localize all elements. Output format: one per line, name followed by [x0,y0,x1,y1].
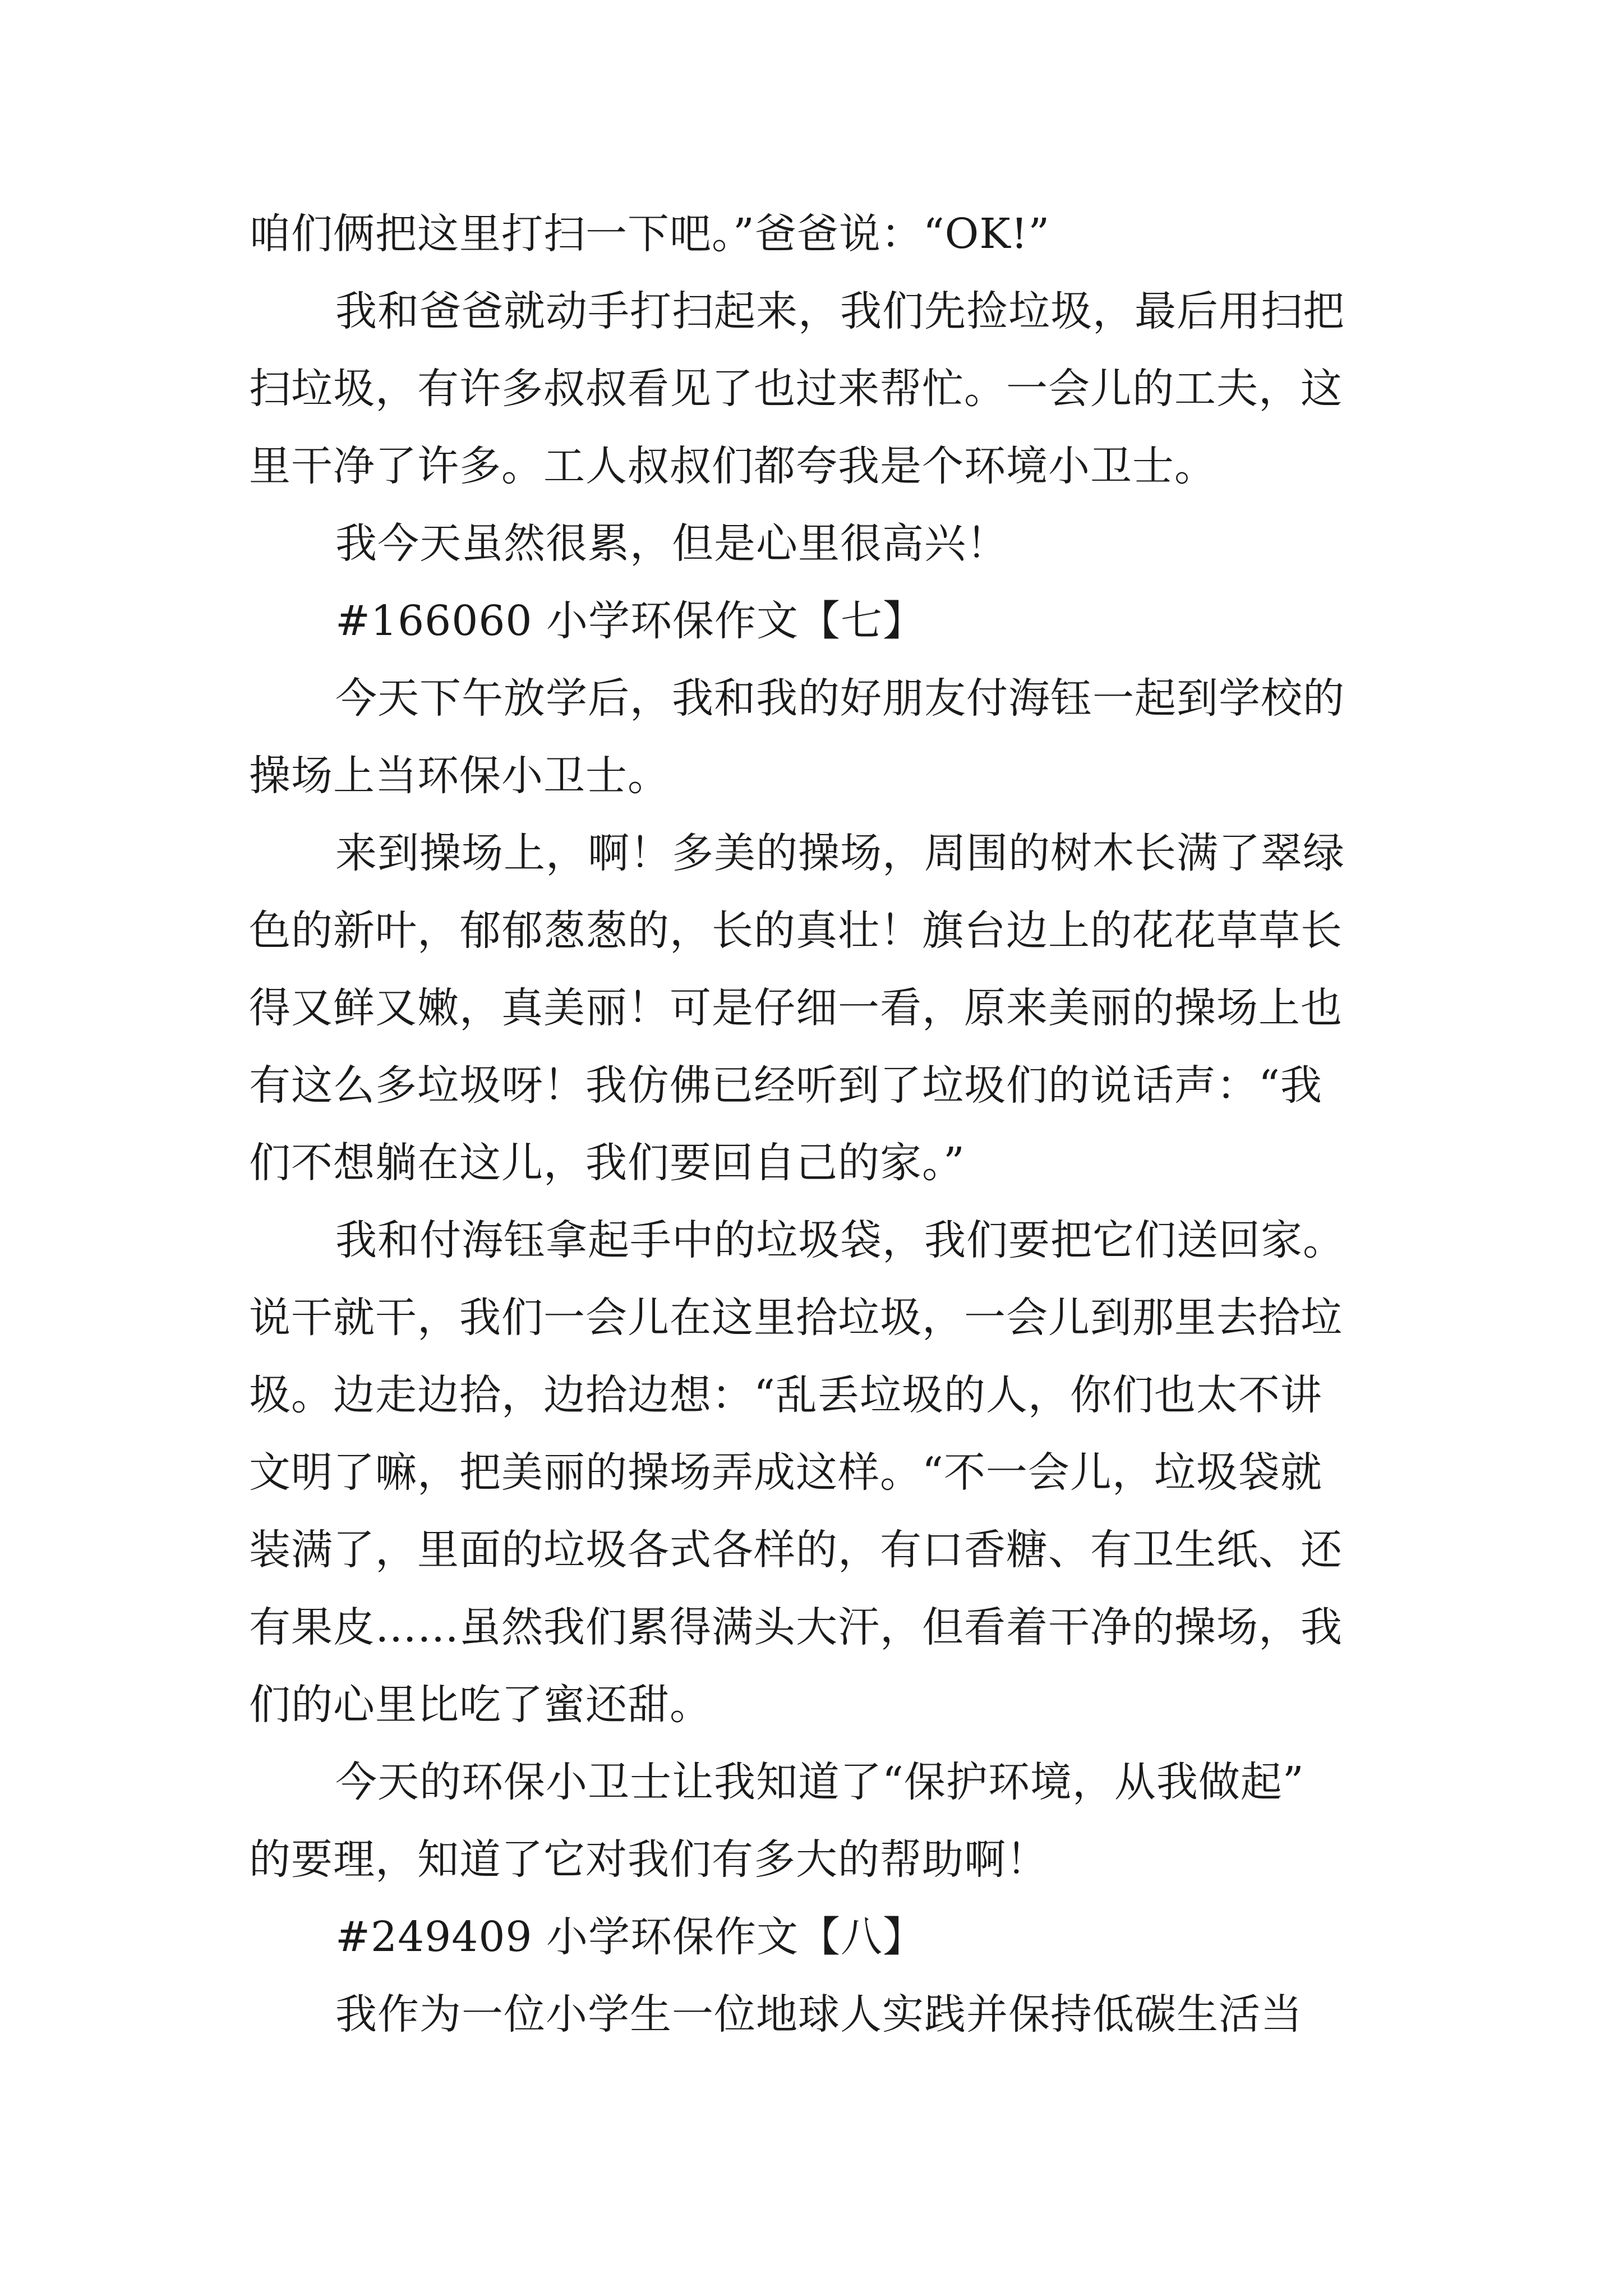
paragraph-start: 我作为一位小学生一位地球人实践并保持低碳生活当 [335,1990,1303,2039]
text-line: 们的心里比吃了蜜还甜。 [249,1681,712,1729]
paragraph-start: 来到操场上，啊！多美的操场，周围的树木长满了翠绿 [335,829,1345,877]
paragraph-start: 今天下午放学后，我和我的好朋友付海钰一起到学校的 [335,674,1345,723]
paragraph-start: 我和付海钰拿起手中的垃圾袋，我们要把它们送回家。 [335,1216,1345,1264]
text-line: 有果皮……虽然我们累得满头大汗，但看着干净的操场，我 [249,1603,1343,1651]
section-heading: #166060 小学环保作文【七】 [335,597,925,645]
text-line: 操场上当环保小卫士。 [249,752,670,800]
paragraph-start: 今天的环保小卫士让我知道了“保护环境，从我做起” [335,1758,1304,1806]
section-heading: #249409 小学环保作文【八】 [335,1913,925,1961]
text-line: 文明了嘛，把美丽的操场弄成这样。“不一会儿，垃圾袋就 [249,1448,1322,1497]
text-line: 有这么多垃圾呀！我仿佛已经听到了垃圾们的说话声：“我 [249,1061,1322,1110]
text-line: 得又鲜又嫩，真美丽！可是仔细一看，原来美丽的操场上也 [249,984,1343,1032]
paragraph-start: 我今天虽然很累，但是心里很高兴！ [335,519,1008,568]
text-line: 圾。边走边拾，边拾边想：“乱丢垃圾的人，你们也太不讲 [249,1371,1322,1419]
text-line: 的要理，知道了它对我们有多大的帮助啊！ [249,1835,1048,1884]
text-line: 色的新叶，郁郁葱葱的，长的真壮！旗台边上的花花草草长 [249,907,1343,955]
text-line: 装满了，里面的垃圾各式各样的，有口香糖、有卫生纸、还 [249,1526,1343,1574]
text-line: 里干净了许多。工人叔叔们都夸我是个环境小卫士。 [249,442,1216,490]
document-body [249,195,1376,2053]
paragraph-start: 我和爸爸就动手打扫起来，我们先捡垃圾，最后用扫把 [335,287,1345,335]
text-line: 扫垃圾，有许多叔叔看见了也过来帮忙。一会儿的工夫，这 [249,365,1343,413]
text-line: 说干就干，我们一会儿在这里拾垃圾，一会儿到那里去拾垃 [249,1294,1343,1342]
text-line: 咱们俩把这里打扫一下吧。”爸爸说：“OK!” [249,210,1050,258]
text-line: 们不想躺在这儿，我们要回自己的家。” [249,1139,965,1187]
